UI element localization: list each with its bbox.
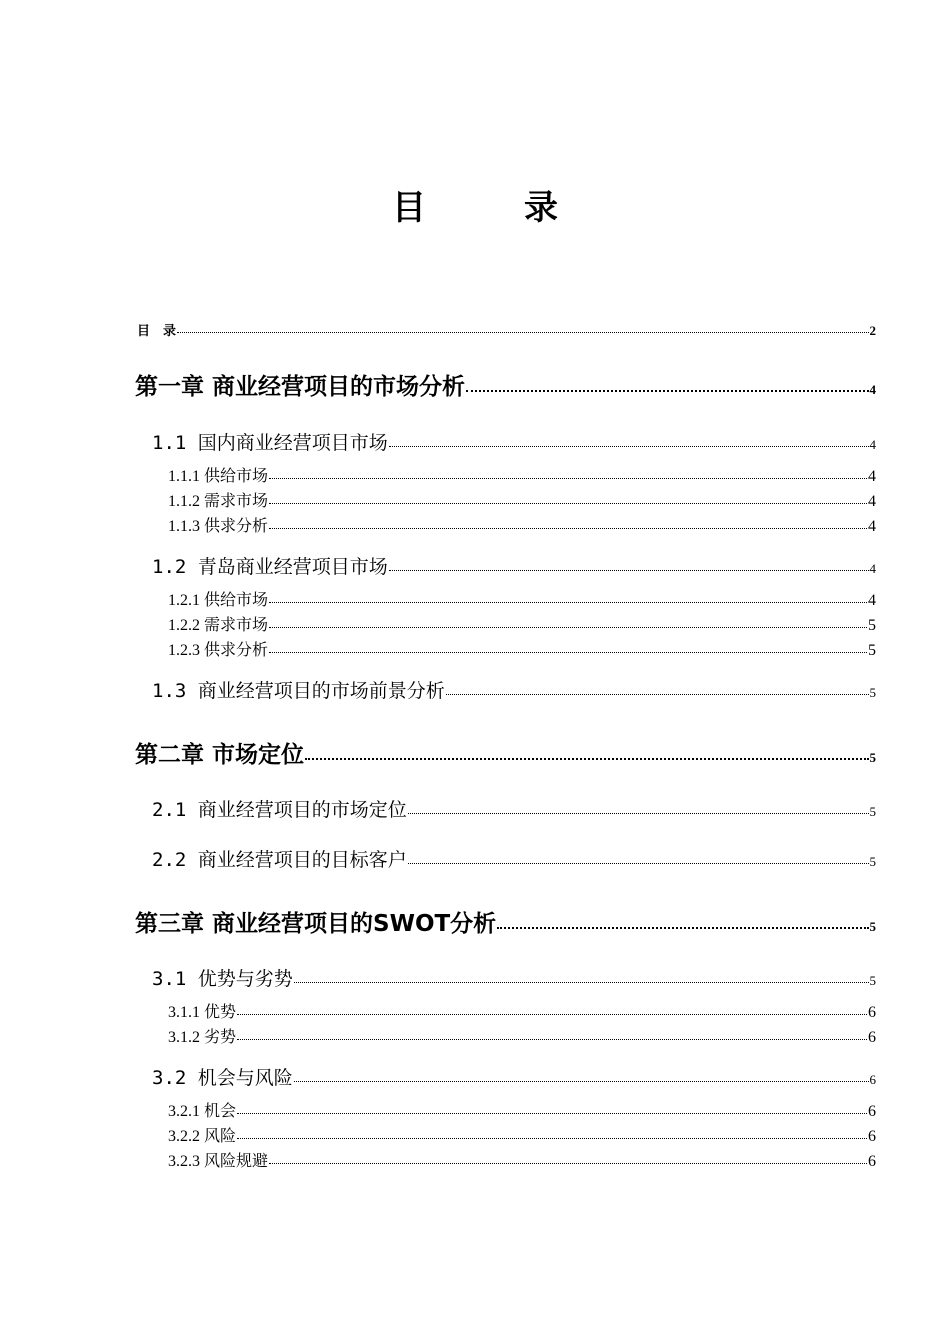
toc-entry-label: 1.2.2 需求市场 (168, 617, 269, 634)
toc-entry-label: 目 录 (137, 324, 177, 339)
toc-page-number: 6 (868, 1029, 876, 1046)
toc-page-number: 2 (869, 323, 876, 338)
dot-leader (389, 446, 869, 447)
toc-page-number: 4 (869, 561, 876, 576)
toc-entry[interactable] (168, 1024, 876, 1047)
toc-entry-label: 1.1.1 供给市场 (168, 468, 269, 485)
toc-entry[interactable] (168, 999, 876, 1022)
toc-page-number: 4 (869, 437, 876, 452)
toc-entry[interactable] (152, 676, 876, 703)
toc-entry[interactable] (137, 320, 876, 339)
toc-entry[interactable] (152, 428, 876, 455)
toc-page-number: 6 (868, 1153, 876, 1170)
toc-entry[interactable] (135, 905, 876, 938)
toc-page-number: 4 (868, 592, 876, 609)
page-title: 目 录 (392, 188, 590, 228)
toc-entry[interactable] (168, 488, 876, 511)
toc-entry-label: 第二章 市场定位 (135, 742, 305, 768)
toc-entry-label: 3.2 机会与风险 (152, 1067, 293, 1089)
toc-entry-label: 1.2.1 供给市场 (168, 592, 269, 609)
toc-page-number: 5 (869, 804, 876, 819)
toc-page-number: 6 (869, 1072, 876, 1087)
toc-entry-label: 2.2 商业经营项目的目标客户 (152, 849, 407, 871)
toc-entry[interactable] (152, 1063, 876, 1090)
dot-leader (177, 332, 868, 333)
toc-entry-label: 第三章 商业经营项目的SWOT分析 (135, 911, 497, 937)
toc-entry[interactable] (168, 1148, 876, 1171)
toc-entry-label: 第一章 商业经营项目的市场分析 (135, 374, 466, 400)
toc-entry[interactable] (168, 1123, 876, 1146)
dot-leader (269, 602, 867, 603)
toc-entry-label: 1.1 国内商业经营项目市场 (152, 432, 388, 454)
dot-leader (237, 1014, 867, 1015)
toc-entry-label: 1.2 青岛商业经营项目市场 (152, 556, 388, 578)
toc-page-number: 5 (869, 973, 876, 988)
toc-entry[interactable] (168, 637, 876, 660)
toc-entry-label: 1.1.3 供求分析 (168, 518, 269, 535)
toc-entry-label: 3.1.1 优势 (168, 1004, 237, 1021)
dot-leader (269, 1163, 867, 1164)
toc-page-number: 6 (868, 1004, 876, 1021)
dot-leader (408, 813, 869, 814)
dot-leader (294, 982, 869, 983)
toc-entry-label: 2.1 商业经营项目的市场定位 (152, 799, 407, 821)
toc-page-number: 5 (869, 685, 876, 700)
toc-entry[interactable] (152, 845, 876, 872)
toc-entry[interactable] (168, 463, 876, 486)
toc-entry[interactable] (168, 513, 876, 536)
toc-entry-label: 3.1.2 劣势 (168, 1029, 237, 1046)
toc-entry[interactable] (152, 795, 876, 822)
dot-leader (446, 694, 869, 695)
toc-entry[interactable] (168, 1098, 876, 1121)
toc-page-number: 5 (869, 919, 876, 934)
toc-entry[interactable] (135, 368, 876, 401)
dot-leader (305, 758, 868, 760)
toc-page-number: 4 (869, 382, 876, 397)
dot-leader (269, 528, 867, 529)
dot-leader (294, 1081, 869, 1082)
toc-page-number: 5 (868, 617, 876, 634)
toc-entry[interactable] (168, 587, 876, 610)
toc-entry-label: 3.2.3 风险规避 (168, 1153, 269, 1170)
dot-leader (408, 863, 869, 864)
toc-entry[interactable] (168, 612, 876, 635)
dot-leader (269, 627, 867, 628)
toc-entry[interactable] (152, 964, 876, 991)
toc-page-number: 5 (869, 750, 876, 765)
toc-page-number: 4 (868, 468, 876, 485)
toc-page-number: 6 (868, 1128, 876, 1145)
dot-leader (269, 652, 867, 653)
toc-entry-label: 1.1.2 需求市场 (168, 493, 269, 510)
dot-leader (237, 1039, 867, 1040)
dot-leader (389, 570, 869, 571)
toc-page-number: 6 (868, 1103, 876, 1120)
toc-entry[interactable] (135, 736, 876, 769)
dot-leader (269, 478, 867, 479)
toc-page-number: 5 (869, 854, 876, 869)
toc-entry-label: 3.1 优势与劣势 (152, 968, 293, 990)
dot-leader (269, 503, 867, 504)
dot-leader (237, 1138, 867, 1139)
toc-page-number: 4 (868, 518, 876, 535)
toc-entry-label: 1.3 商业经营项目的市场前景分析 (152, 680, 445, 702)
dot-leader (237, 1113, 867, 1114)
toc-entry[interactable] (152, 552, 876, 579)
toc-entry-label: 3.2.1 机会 (168, 1103, 237, 1120)
dot-leader (466, 390, 868, 392)
toc-entry-label: 1.2.3 供求分析 (168, 642, 269, 659)
toc-page-number: 5 (868, 642, 876, 659)
toc-page-number: 4 (868, 493, 876, 510)
dot-leader (497, 927, 868, 929)
toc-entry-label: 3.2.2 风险 (168, 1128, 237, 1145)
